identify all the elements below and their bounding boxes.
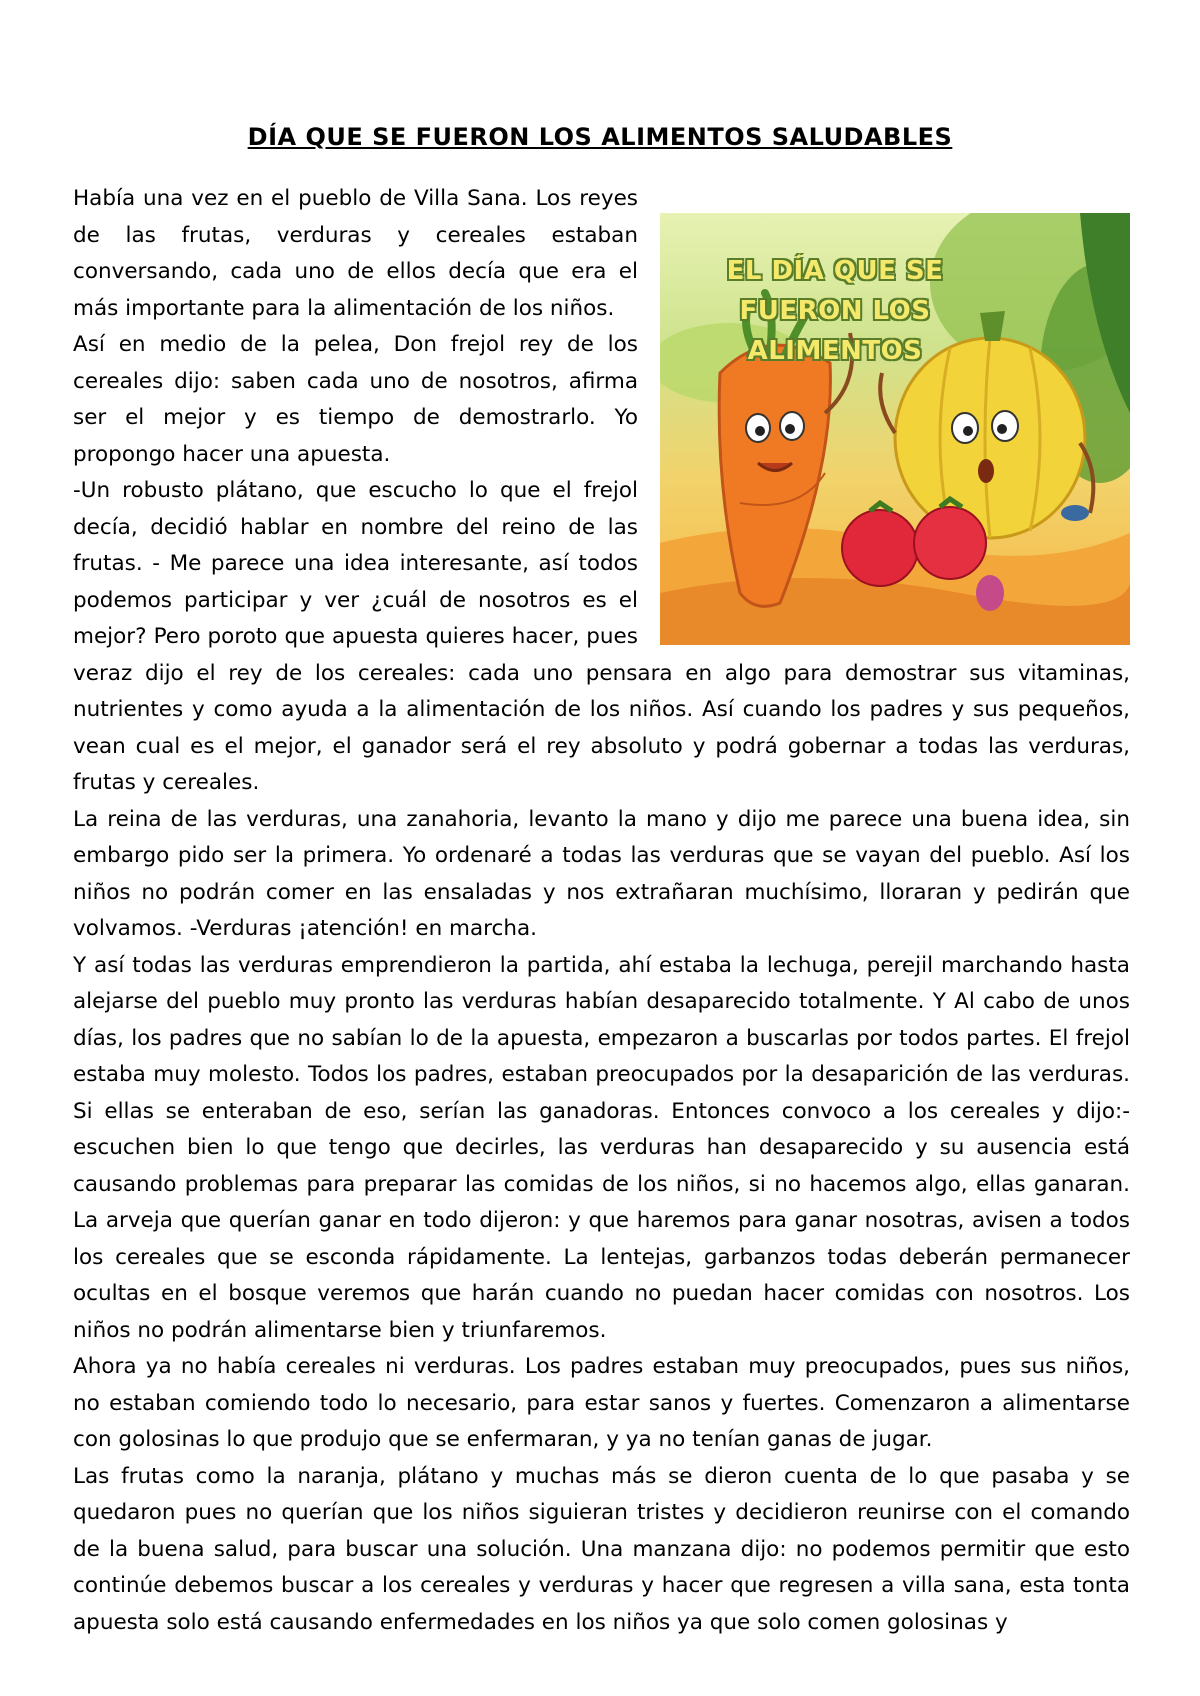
document-title: DÍA QUE SE FUERON LOS ALIMENTOS SALUDABLES (247, 123, 953, 151)
story-paragraph: Así en medio de la pelea, Don frejol rey de los cereales dijo: saben cada uno de nosotros, afirma ser el mejor y es tiempo de demostrarlo. Yo propongo hacer una apuesta. (73, 332, 638, 467)
story-paragraph: Había una vez en el pueblo de Villa Sana. Los reyes de las frutas, verduras y cereales estaban conversando, cada uno de ellos decía que era el más importante para la alimentación de los niños. (73, 186, 638, 321)
story-illustration (660, 213, 1130, 645)
story-paragraph: Ahora ya no había cereales ni verduras. Los padres estaban muy preocupados, pues sus niños, no estaban comiendo todo lo necesario, para estar sanos y fuertes. Comenzaron a alimentarse con golosinas lo que produjo que se enfermaran, y ya no tenían ganas de jugar. (73, 1354, 1130, 1452)
story-paragraph: La reina de las verduras, una zanahoria, levanto la mano y dijo me parece una buena idea, sin embargo pido ser la primera. Yo ordenaré a todas las verduras que se vayan del pueblo. Así los niños no podrán comer en las ensaladas y nos extrañaran muchísimo, lloraran y pedirán que volvamos. -Verduras ¡atención! en marcha. (73, 806, 1130, 941)
illustration-title-line-2: FUERON LOS ALIMENTOS (739, 296, 931, 366)
illustration-title-line-1: EL DÍA QUE SE (726, 256, 944, 286)
illustration-title (670, 251, 1000, 371)
story-paragraph: -Un robusto plátano, que escucho lo que el frejol decía, decidió hablar en nombre del reino de las frutas. - Me parece una idea interesante, así todos podemos participar y ver ¿cuál de nosotros es el mejor? Pero poroto que apuesta quieres hacer, pues veraz dijo el rey de los cereales: cada uno pensara en algo para demostrar sus vitaminas, nutrientes y como ayuda a la alimentación de los niños. Así cuando los padres y sus pequeños, vean cual es el mejor, el ganador será el rey absoluto y podrá gobernar a todas las verduras, frutas y cereales. (73, 478, 1130, 795)
story-paragraph: Y así todas las verduras emprendieron la partida, ahí estaba la lechuga, perejil marchando hasta alejarse del pueblo muy pronto las verduras habían desaparecido totalmente. Y Al cabo de unos días, los padres que no sabían lo de la apuesta, empezaron a buscarlas por todos partes. El frejol estaba muy molesto. Todos los padres, estaban preocupados por la desaparición de las verduras. Si ellas se enteraban de eso, serían las ganadoras. Entonces convoco a los cereales y dijo:-escuchen bien lo que tengo que decirles, las verduras han desaparecido y su ausencia está causando problemas para preparar las comidas de los niños, si no hacemos algo, ellas ganaran. La arveja que querían ganar en todo dijeron: y que haremos para ganar nosotras, avisen a todos los cereales que se esconda rápidamente. La lentejas, garbanzos todas deberán permanecer ocultas en el bosque veremos que harán cuando no puedan hacer comidas con nosotros. Los niños no podrán alimentarse bien y triunfaremos. (73, 952, 1130, 1343)
story-body (73, 181, 1130, 1641)
story-paragraph: Las frutas como la naranja, plátano y muchas más se dieron cuenta de lo que pasaba y se quedaron pues no querían que los niños siguieran tristes y decidieron reunirse con el comando de la buena salud, para buscar una solución. Una manzana dijo: no podemos permitir que esto continúe debemos buscar a los cereales y verduras y hacer que regresen a villa sana, esta tonta apuesta solo está causando enfermedades en los niños ya que solo comen golosinas y (73, 1463, 1130, 1635)
